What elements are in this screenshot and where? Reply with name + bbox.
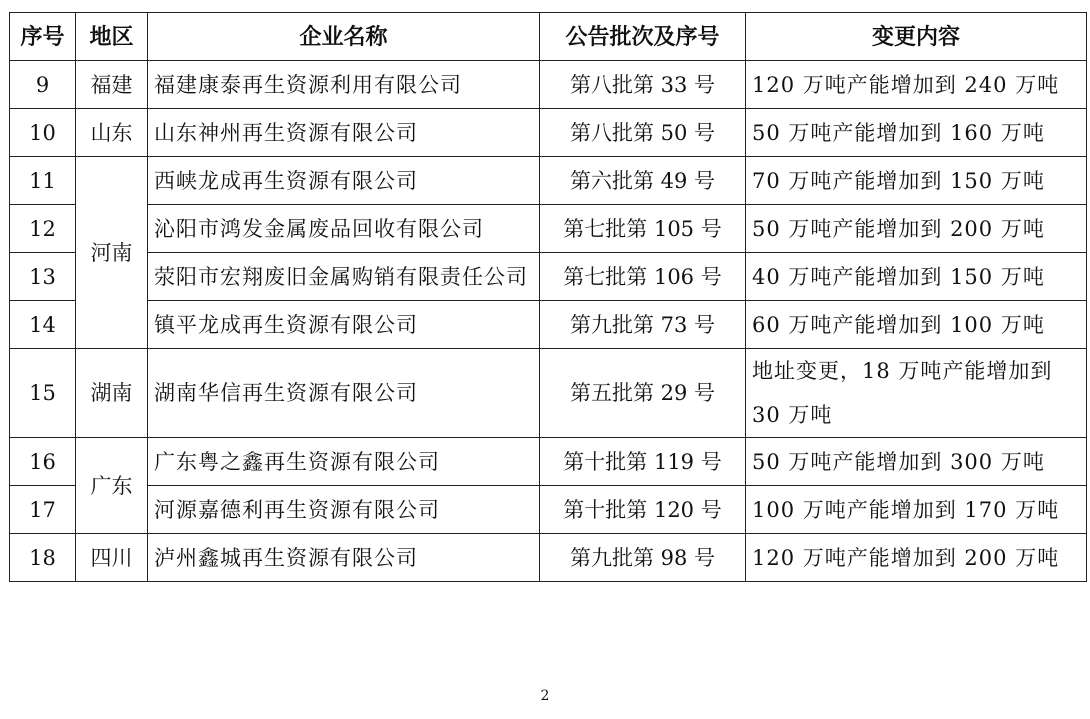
row-batch: 第八批第 50 号 xyxy=(540,109,746,157)
table-row xyxy=(10,205,1087,253)
row-company-name: 山东神州再生资源有限公司 xyxy=(148,109,540,157)
row-no: 9 xyxy=(10,61,76,109)
row-no: 10 xyxy=(10,109,76,157)
row-batch: 第十批第 119 号 xyxy=(540,438,746,486)
page-number: 2 xyxy=(540,688,550,704)
row-change: 地址变更，18 万吨产能增加到 30 万吨 xyxy=(746,349,1087,438)
row-company-name: 西峡龙成再生资源有限公司 xyxy=(148,157,540,205)
row-company-name: 广东粤之鑫再生资源有限公司 xyxy=(148,438,540,486)
row-batch: 第七批第 105 号 xyxy=(540,205,746,253)
table-row xyxy=(10,349,1087,438)
row-no: 18 xyxy=(10,534,76,582)
row-company-name: 河源嘉德利再生资源有限公司 xyxy=(148,486,540,534)
header-region: 地区 xyxy=(76,13,148,61)
row-change: 40 万吨产能增加到 150 万吨 xyxy=(746,253,1087,301)
row-no: 13 xyxy=(10,253,76,301)
row-batch: 第十批第 120 号 xyxy=(540,486,746,534)
row-change: 120 万吨产能增加到 200 万吨 xyxy=(746,534,1087,582)
company-change-table xyxy=(9,12,1087,582)
row-region: 湖南 xyxy=(76,349,148,438)
row-company-name: 沁阳市鸿发金属废品回收有限公司 xyxy=(148,205,540,253)
header-company-name: 企业名称 xyxy=(148,13,540,61)
row-change: 100 万吨产能增加到 170 万吨 xyxy=(746,486,1087,534)
row-no: 17 xyxy=(10,486,76,534)
row-region: 广东 xyxy=(76,438,148,534)
row-batch: 第九批第 98 号 xyxy=(540,534,746,582)
row-batch: 第八批第 33 号 xyxy=(540,61,746,109)
table-row xyxy=(10,157,1087,205)
row-company-name: 泸州鑫城再生资源有限公司 xyxy=(148,534,540,582)
table-row xyxy=(10,109,1087,157)
table-row xyxy=(10,61,1087,109)
table-row xyxy=(10,253,1087,301)
row-company-name: 荥阳市宏翔废旧金属购销有限责任公司 xyxy=(148,253,540,301)
row-batch: 第六批第 49 号 xyxy=(540,157,746,205)
row-no: 11 xyxy=(10,157,76,205)
table-header-row xyxy=(10,13,1087,61)
table-row xyxy=(10,438,1087,486)
row-region: 四川 xyxy=(76,534,148,582)
row-batch: 第七批第 106 号 xyxy=(540,253,746,301)
row-region: 河南 xyxy=(76,157,148,349)
table-row xyxy=(10,534,1087,582)
header-batch: 公告批次及序号 xyxy=(540,13,746,61)
row-change: 70 万吨产能增加到 150 万吨 xyxy=(746,157,1087,205)
row-no: 16 xyxy=(10,438,76,486)
row-change: 120 万吨产能增加到 240 万吨 xyxy=(746,61,1087,109)
row-region: 山东 xyxy=(76,109,148,157)
row-change: 50 万吨产能增加到 200 万吨 xyxy=(746,205,1087,253)
row-company-name: 湖南华信再生资源有限公司 xyxy=(148,349,540,438)
row-no: 14 xyxy=(10,301,76,349)
row-change: 50 万吨产能增加到 300 万吨 xyxy=(746,438,1087,486)
row-batch: 第九批第 73 号 xyxy=(540,301,746,349)
row-company-name: 福建康泰再生资源利用有限公司 xyxy=(148,61,540,109)
header-no: 序号 xyxy=(10,13,76,61)
table-row xyxy=(10,301,1087,349)
row-no: 12 xyxy=(10,205,76,253)
row-change: 50 万吨产能增加到 160 万吨 xyxy=(746,109,1087,157)
row-company-name: 镇平龙成再生资源有限公司 xyxy=(148,301,540,349)
header-change: 变更内容 xyxy=(746,13,1087,61)
table-row xyxy=(10,486,1087,534)
row-no: 15 xyxy=(10,349,76,438)
row-batch: 第五批第 29 号 xyxy=(540,349,746,438)
row-change: 60 万吨产能增加到 100 万吨 xyxy=(746,301,1087,349)
row-region: 福建 xyxy=(76,61,148,109)
